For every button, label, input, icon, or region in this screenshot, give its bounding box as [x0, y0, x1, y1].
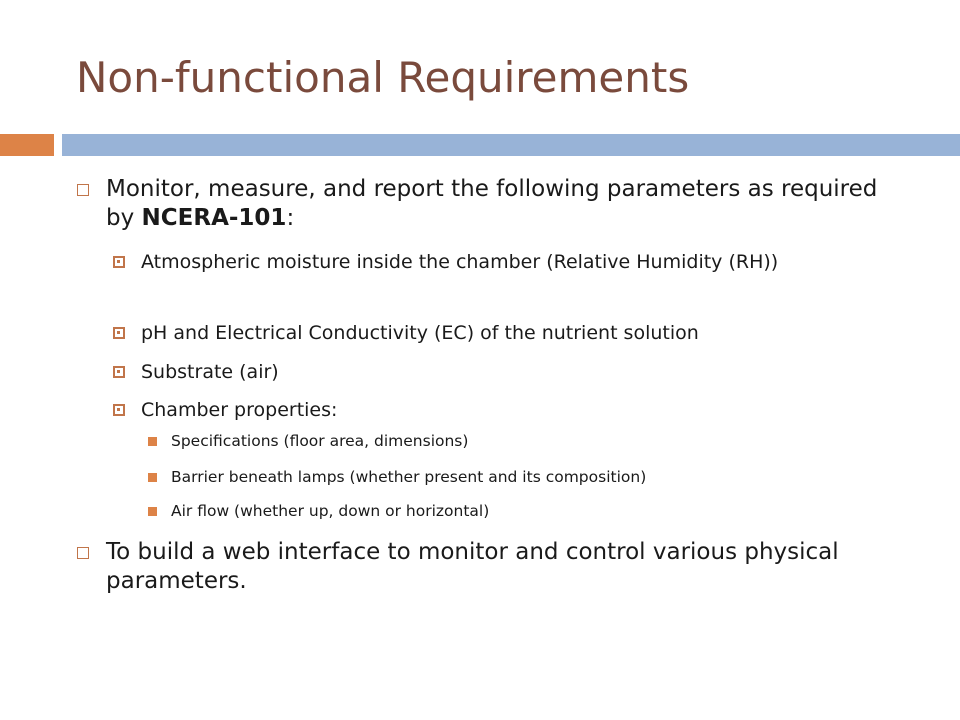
framed-square-bullet-icon: [113, 366, 125, 378]
bullet-monitor-suffix: :: [286, 205, 295, 231]
sub-bullet-atmospheric-moisture: Atmospheric moisture inside the chamber (Relative Humidity (RH)): [141, 251, 779, 273]
slide-title: Non-functional Requirements: [76, 53, 690, 102]
sub-bullet-substrate: Substrate (air): [141, 361, 279, 383]
sub-bullet-chamber-properties: Chamber properties:: [141, 399, 338, 421]
filled-square-bullet-icon: [148, 437, 157, 446]
filled-square-bullet-icon: [148, 473, 157, 482]
bullet-monitor-parameters: [106, 175, 906, 233]
detail-specifications: Specifications (floor area, dimensions): [171, 432, 469, 450]
detail-barrier-beneath-lamps: Barrier beneath lamps (whether present and its composition): [171, 468, 647, 486]
sub-bullet-ph-ec: pH and Electrical Conductivity (EC) of the nutrient solution: [141, 322, 699, 344]
framed-square-bullet-icon: [113, 327, 125, 339]
framed-square-bullet-icon: [113, 256, 125, 268]
ncera-reference: NCERA-101: [141, 205, 287, 231]
bullet-monitor-text: Monitor, measure, and report the following parameters as required by: [106, 176, 878, 231]
detail-air-flow: Air flow (whether up, down or horizontal): [171, 502, 490, 520]
filled-square-bullet-icon: [148, 507, 157, 516]
hollow-square-bullet-icon: [77, 184, 89, 196]
bullet-web-interface: To build a web interface to monitor and control various physical parameters.: [106, 539, 839, 594]
framed-square-bullet-icon: [113, 404, 125, 416]
hollow-square-bullet-icon: [77, 547, 89, 559]
